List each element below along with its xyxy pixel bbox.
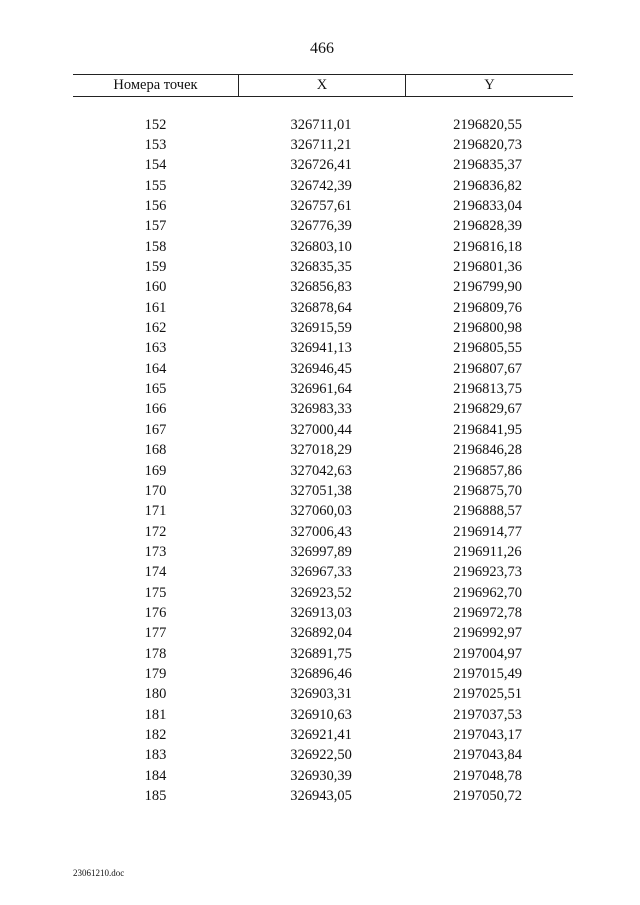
x-coordinate-cell: 326776,39 xyxy=(290,218,352,235)
y-coordinate-cell: 2196911,26 xyxy=(453,543,522,560)
y-coordinate-cell: 2197048,78 xyxy=(453,767,522,784)
table-row xyxy=(73,379,573,399)
y-coordinate-cell: 2196841,95 xyxy=(453,421,522,438)
y-coordinate-cell: 2196875,70 xyxy=(453,482,522,499)
y-coordinate-cell: 2196801,36 xyxy=(453,259,522,276)
table-row xyxy=(73,685,573,705)
x-coordinate-cell: 327042,63 xyxy=(290,462,352,479)
y-coordinate-cell: 2196846,28 xyxy=(453,442,522,459)
x-coordinate-cell: 326903,31 xyxy=(290,686,352,703)
y-coordinate-cell: 2196836,82 xyxy=(453,177,522,194)
point-number-cell: 185 xyxy=(144,788,167,805)
y-coordinate-cell: 2196820,55 xyxy=(453,116,522,133)
table-row xyxy=(73,725,573,745)
x-coordinate-cell: 326892,04 xyxy=(290,625,352,642)
x-coordinate-cell: 327000,44 xyxy=(290,421,352,438)
x-coordinate-cell: 326891,75 xyxy=(290,645,352,662)
x-coordinate-cell: 326896,46 xyxy=(290,665,352,682)
y-coordinate-cell: 2196820,73 xyxy=(453,137,522,154)
x-coordinate-cell: 326711,01 xyxy=(290,116,352,133)
table-row xyxy=(73,278,573,298)
point-number-cell: 170 xyxy=(144,482,167,499)
y-coordinate-cell: 2196972,78 xyxy=(453,604,522,621)
point-number-cell: 154 xyxy=(144,157,167,174)
table-row xyxy=(73,563,573,583)
point-number-cell: 162 xyxy=(144,320,167,337)
y-coordinate-cell: 2196816,18 xyxy=(453,238,522,255)
point-number-cell: 164 xyxy=(144,360,167,377)
y-coordinate-cell: 2196857,86 xyxy=(453,462,522,479)
y-coordinate-cell: 2196914,77 xyxy=(453,523,522,540)
point-number-cell: 173 xyxy=(144,543,167,560)
x-coordinate-cell: 326983,33 xyxy=(290,401,352,418)
x-coordinate-cell: 326913,03 xyxy=(290,604,352,621)
point-number-cell: 165 xyxy=(144,381,167,398)
x-coordinate-cell: 327060,03 xyxy=(290,503,352,520)
y-coordinate-cell: 2196992,97 xyxy=(453,625,522,642)
x-coordinate-cell: 326943,05 xyxy=(290,788,352,805)
x-coordinate-cell: 326711,21 xyxy=(290,137,352,154)
x-coordinate-cell: 326921,41 xyxy=(290,726,352,743)
table-body xyxy=(73,97,573,807)
coordinates-table xyxy=(73,74,573,807)
point-number-cell: 177 xyxy=(144,625,167,642)
table-row xyxy=(73,217,573,237)
table-row xyxy=(73,318,573,338)
point-number-cell: 175 xyxy=(144,584,167,601)
table-row xyxy=(73,461,573,481)
x-coordinate-cell: 326967,33 xyxy=(290,564,352,581)
point-number-cell: 181 xyxy=(144,706,167,723)
y-coordinate-cell: 2196833,04 xyxy=(453,198,522,215)
point-number-cell: 172 xyxy=(144,523,167,540)
y-coordinate-cell: 2196923,73 xyxy=(453,564,522,581)
table-row xyxy=(73,746,573,766)
table-row xyxy=(73,420,573,440)
point-number-cell: 158 xyxy=(144,238,167,255)
y-coordinate-cell: 2196888,57 xyxy=(453,503,522,520)
table-row xyxy=(73,196,573,216)
x-coordinate-cell: 326878,64 xyxy=(290,299,352,316)
x-coordinate-cell: 326915,59 xyxy=(290,320,352,337)
x-coordinate-cell: 326803,10 xyxy=(290,238,352,255)
x-coordinate-cell: 326742,39 xyxy=(290,177,352,194)
document-filename: 23061210.doc xyxy=(73,868,125,878)
table-row xyxy=(73,522,573,542)
x-coordinate-cell: 327006,43 xyxy=(290,523,352,540)
header-x: X xyxy=(238,75,405,96)
point-number-cell: 153 xyxy=(144,137,167,154)
x-coordinate-cell: 326910,63 xyxy=(290,706,352,723)
point-number-cell: 174 xyxy=(144,564,167,581)
y-coordinate-cell: 2196828,39 xyxy=(453,218,522,235)
y-coordinate-cell: 2196807,67 xyxy=(453,360,522,377)
x-coordinate-cell: 326726,41 xyxy=(290,157,352,174)
point-number-cell: 167 xyxy=(144,421,167,438)
x-coordinate-cell: 326757,61 xyxy=(290,198,352,215)
page-number: 466 xyxy=(310,40,334,57)
point-number-cell: 178 xyxy=(144,645,167,662)
y-coordinate-cell: 2196813,75 xyxy=(453,381,522,398)
table-row xyxy=(73,603,573,623)
point-number-cell: 161 xyxy=(144,299,167,316)
table-row xyxy=(73,705,573,725)
table-row xyxy=(73,257,573,277)
point-number-cell: 179 xyxy=(144,665,167,682)
y-coordinate-cell: 2197037,53 xyxy=(453,706,522,723)
x-coordinate-cell: 326946,45 xyxy=(290,360,352,377)
y-coordinate-cell: 2196962,70 xyxy=(453,584,522,601)
table-header xyxy=(73,74,573,97)
y-coordinate-cell: 2196829,67 xyxy=(453,401,522,418)
y-coordinate-cell: 2197004,97 xyxy=(453,645,522,662)
table-row xyxy=(73,624,573,644)
table-row xyxy=(73,156,573,176)
x-coordinate-cell: 327018,29 xyxy=(290,442,352,459)
y-coordinate-cell: 2196809,76 xyxy=(453,299,522,316)
y-coordinate-cell: 2196799,90 xyxy=(453,279,522,296)
table-row xyxy=(73,115,573,135)
table-row xyxy=(73,481,573,501)
table-row xyxy=(73,237,573,257)
x-coordinate-cell: 326835,35 xyxy=(290,259,352,276)
x-coordinate-cell: 326930,39 xyxy=(290,767,352,784)
y-coordinate-cell: 2197025,51 xyxy=(453,686,522,703)
y-coordinate-cell: 2197043,84 xyxy=(453,747,522,764)
table-row xyxy=(73,400,573,420)
table-row xyxy=(73,176,573,196)
y-coordinate-cell: 2196800,98 xyxy=(453,320,522,337)
x-coordinate-cell: 326856,83 xyxy=(290,279,352,296)
header-point-number: Номера точек xyxy=(113,77,198,93)
point-number-cell: 180 xyxy=(144,686,167,703)
y-coordinate-cell: 2196805,55 xyxy=(453,340,522,357)
point-number-cell: 171 xyxy=(144,503,167,520)
point-number-cell: 184 xyxy=(144,767,167,784)
x-coordinate-cell: 326923,52 xyxy=(290,584,352,601)
table-row xyxy=(73,583,573,603)
y-coordinate-cell: 2197015,49 xyxy=(453,665,522,682)
x-coordinate-cell: 326961,64 xyxy=(290,381,352,398)
point-number-cell: 159 xyxy=(144,259,167,276)
x-coordinate-cell: 326941,13 xyxy=(290,340,352,357)
point-number-cell: 160 xyxy=(144,279,167,296)
table-row xyxy=(73,664,573,684)
y-coordinate-cell: 2197050,72 xyxy=(453,788,522,805)
x-coordinate-cell: 326997,89 xyxy=(290,543,352,560)
point-number-cell: 163 xyxy=(144,340,167,357)
table-row xyxy=(73,441,573,461)
table-row xyxy=(73,786,573,806)
table-row xyxy=(73,644,573,664)
table-row xyxy=(73,502,573,522)
point-number-cell: 169 xyxy=(144,462,167,479)
header-y: Y xyxy=(405,75,573,96)
table-row xyxy=(73,766,573,786)
point-number-cell: 157 xyxy=(144,218,167,235)
table-row xyxy=(73,339,573,359)
point-number-cell: 155 xyxy=(144,177,167,194)
y-coordinate-cell: 2196835,37 xyxy=(453,157,522,174)
table-row xyxy=(73,298,573,318)
y-coordinate-cell: 2197043,17 xyxy=(453,726,522,743)
point-number-cell: 156 xyxy=(144,198,167,215)
table-row xyxy=(73,359,573,379)
point-number-cell: 152 xyxy=(144,116,167,133)
point-number-cell: 176 xyxy=(144,604,167,621)
table-row xyxy=(73,542,573,562)
table-row xyxy=(73,135,573,155)
x-coordinate-cell: 327051,38 xyxy=(290,482,352,499)
point-number-cell: 182 xyxy=(144,726,167,743)
point-number-cell: 166 xyxy=(144,401,167,418)
x-coordinate-cell: 326922,50 xyxy=(290,747,352,764)
point-number-cell: 168 xyxy=(144,442,167,459)
point-number-cell: 183 xyxy=(144,747,167,764)
